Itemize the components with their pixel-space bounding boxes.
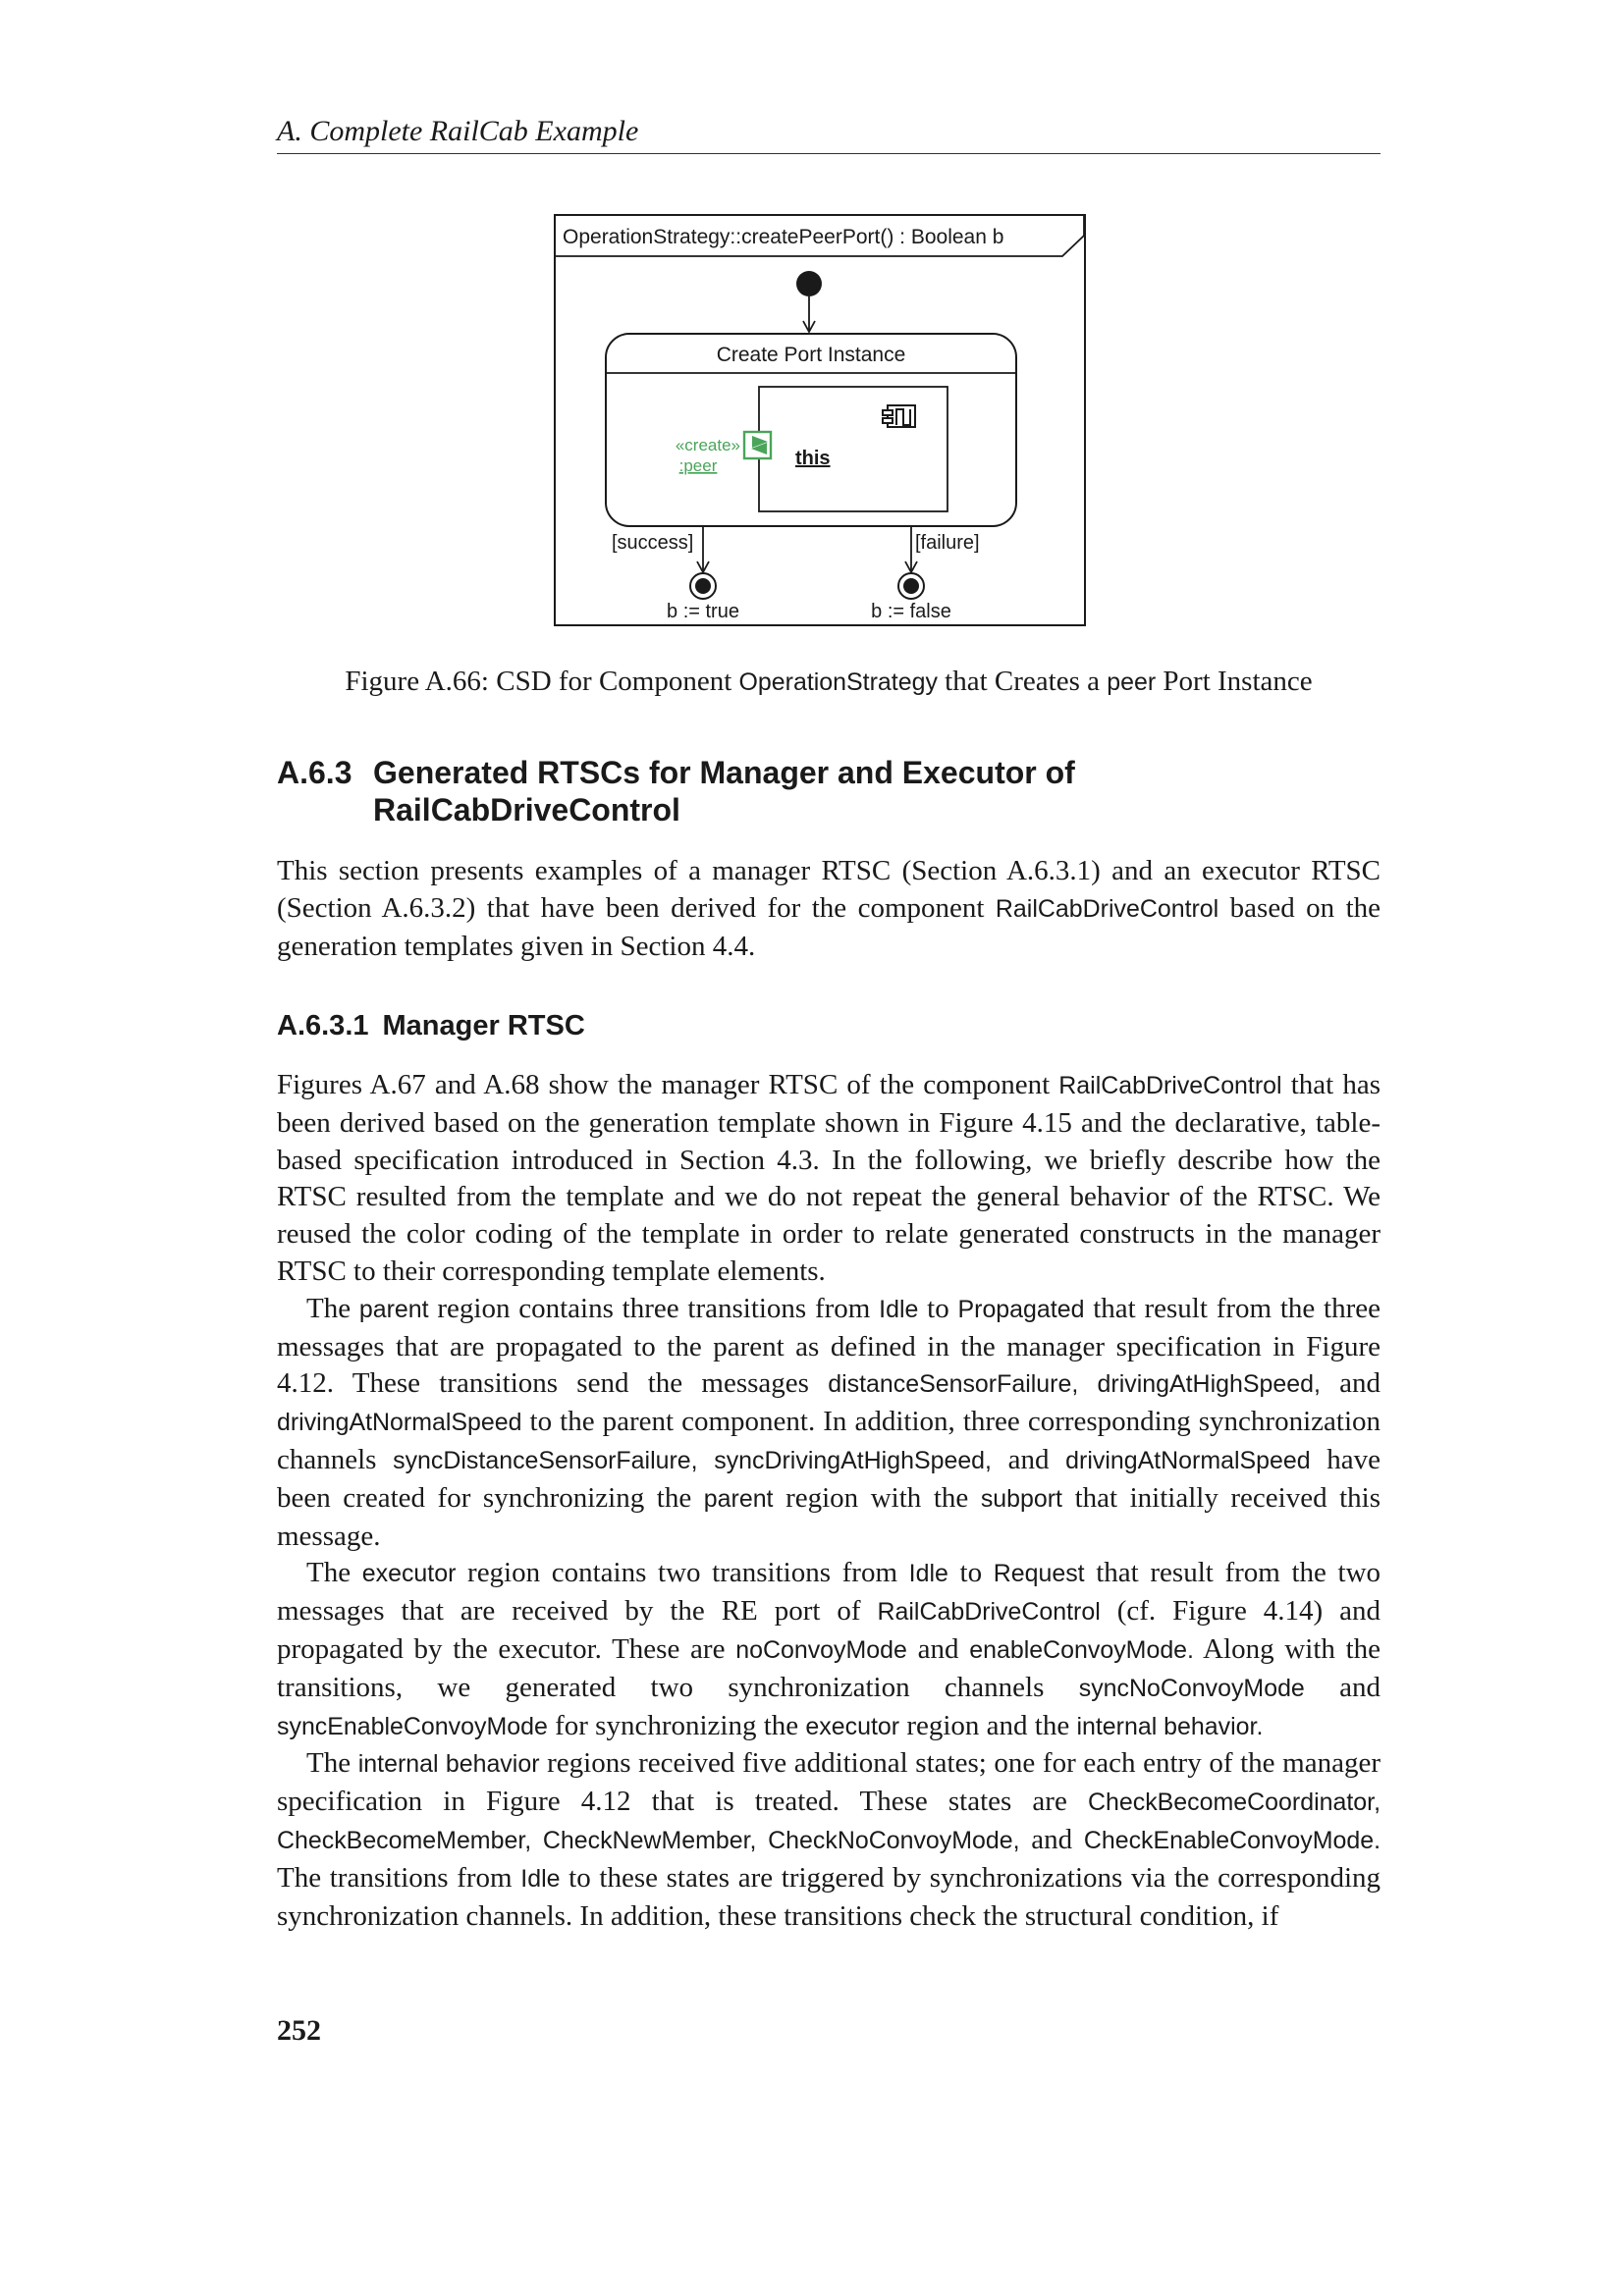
figure-caption: Figure A.66: CSD for Component OperationStrategy that Creates a peer Port Instance: [345, 666, 1313, 697]
subsection-title: Manager RTSC: [382, 1010, 585, 1041]
running-head: A. Complete RailCab Example: [277, 112, 1380, 154]
state-title: Create Port Instance: [716, 344, 906, 366]
paragraph: The executor region contains two transitions from Idle to Request that result from the two messages that are received by the RE port of RailCabDriveControl (cf. Figure 4.14) and propagated by the executor. These are noConvoyMode and enableConvoyMode. Along with the transitions, we generated two synchronization channels syncNoConvoyMode and syncEnableConvoyMode for synchronizing the executor region and the internal behavior.: [277, 1557, 1381, 1741]
initial-node-icon: [796, 271, 822, 296]
subsection-number: A.6.3.1: [277, 1010, 369, 1041]
create-stereotype: «create»: [675, 436, 740, 454]
port-role: :peer: [678, 456, 718, 475]
intro-paragraph: This section presents examples of a manager RTSC (Section A.6.3.1) and an executor RTSC (Section A.6.3.2) that have been derived for the component RailCabDriveControl based on the generation templates given in Section 4.4.: [277, 855, 1381, 962]
paragraph: The internal behavior regions received five additional states; one for each entry of the manager specification in Figure 4.12 that is treated. These states are CheckBecomeCoordinator, CheckBecomeMember, CheckNewMember, CheckNoConvoyMode, and CheckEnableConvoyMode. The transitions from Idle to these states are triggered by synchronizations via the corresponding synchronization channels. In addition, these transitions check the structural condition, if: [277, 1747, 1381, 1932]
component-instance: [759, 387, 947, 511]
figure-diagram: [277, 210, 1380, 642]
main-text: [277, 1067, 1380, 1935]
csd-diagram: [277, 210, 1380, 642]
guard-success: [success]: [612, 532, 694, 554]
subsection-heading: [277, 1008, 585, 1043]
section-number: A.6.3: [277, 755, 352, 790]
paragraph: The parent region contains three transitions from Idle to Propagated that result from the three messages that are propagated to the parent as defined in the manager specification in Figure 4.12. These transitions send the messages distanceSensorFailure, drivingAtHighSpeed, and drivingAtNormalSpeed to the parent component. In addition, three corresponding synchronization channels syncDistanceSensorFailure, syncDrivingAtHighSpeed, and drivingAtNormalSpeed have been created for synchronizing the parent region with the subport that initially received this message.: [277, 1292, 1381, 1552]
final-node-icon: [898, 573, 924, 599]
page-number: 252: [277, 2014, 321, 2047]
paragraph: Figures A.67 and A.68 show the manager RTSC of the component RailCabDriveControl that has been derived based on the generation template shown in Figure 4.15 and the declarative, table-based specification introduced in Section 4.3. In the following, we briefly describe how the RTSC resulted from the template and we do not repeat the general behavior of the RTSC. We reused the color coding of the template in order to relate generated constructs in the manager RTSC to their corresponding template elements.: [277, 1069, 1380, 1287]
action-false: b := false: [871, 601, 951, 622]
final-node-icon: [690, 573, 716, 599]
frame-border: [555, 215, 1085, 625]
component-icon: [883, 405, 915, 427]
section-title-line1: Generated RTSCs for Manager and Executor of: [373, 755, 1075, 790]
component-label: this: [795, 448, 831, 469]
guard-failure: [failure]: [915, 532, 980, 554]
section-title-line2: RailCabDriveControl: [373, 792, 680, 828]
action-true: b := true: [667, 601, 739, 622]
port-icon: [744, 432, 771, 458]
frame-title: OperationStrategy::createPeerPort() : Boolean b: [563, 226, 1004, 248]
section-heading: [277, 754, 1380, 828]
